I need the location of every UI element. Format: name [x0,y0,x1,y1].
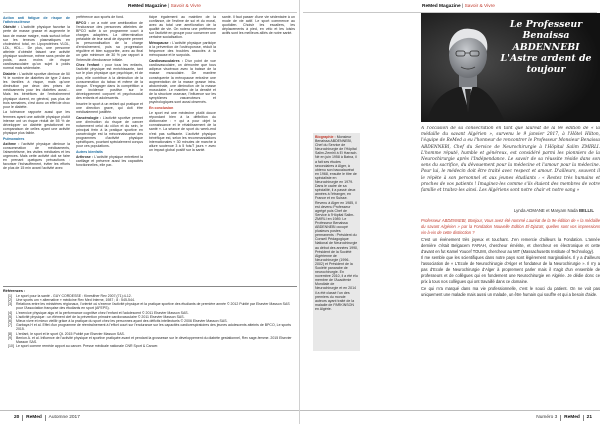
reference-item [3,302,297,310]
references-title: Références : [3,289,26,293]
reference-text: L'activité physique : un élément clef de la prévention primaire cardiovasculaire © 2011 Elsevier Masson SAS. [16,314,185,319]
paragraph-lead: Asthme : [3,141,20,146]
subheading: Pulmonaires [3,136,25,141]
paragraph-text: D'un point de vue cardiovasculaire, on démontre que tous adipeux viscéraux avec la baisse de la masse musculaire. De manière conséquente la ménopause entraîne une augmentation de la masse grasse intra-abdominale, une diminution de la masse musculaire. Le maintien de la densité et de la structure osseuse, l'influence sur les symptômes vasomoteurs et psychologiques sont aussi observés. [149,59,216,105]
interview-answer: Il me semble que les scientifiques dans notre pays sont légèrement marginalisés. Il y a d'ailleurs l'association de « L'Ecole de Neurochirurgie d'Alger et fondateur de la Neurochirurgie ». Il n'y a pas d'Ecole de Neurochirurgie d'Alger à proprement parler mais il s'agit d'un ensemble de professeurs et de collègues qui en fondement une Neurochirurgie en Algérie. Je dédie donc ce prix à tous nos collègues qui ont travaillé dans ce domaine. [421,255,600,285]
page-number: 21 [586,415,592,420]
paragraph-text: Inscrire le sport à un enfant qui pratique et une direction grave, qui doit être médicalement justifiée. [76,101,143,114]
paragraph [222,15,295,35]
paragraph-text: préférence aux sports de fond. [76,15,125,19]
reference-number: [1] [8,293,12,298]
paragraph [76,63,143,100]
article-intro: À l'occasion de sa consécration en tant que lauréat de la 9e édition de « la médaille du savant Algérien », survenu le 9 janvier 2017, à l'Hôtel Hilton, l'équipe de ReMed a eu l'honneur de rencontrer le Professeur Monsieur Benaissa ABDENNEBI, Chef du Service de Neurochirurgie à l'Hôpital Salim ZMIRLI. L'homme réputé, humble et généreux, est considéré parmi les pionniers de la Neurochirurgie après l'Indépendance. Le savoir de sa réussite réside dans son sens du sacrifice, du dévouement pour la médecine et l'amour pour la médecine. Pour lui, le médecin doit être traité avec respect et amour. D'ailleurs, souvent il le répète à son personnel et aux jeunes étudiants : « Restez très humains et proches de vos patients ! Imaginez-les comme s'ils étaient des membres de votre famille et traitez-les ainsi. Les Algériens sont notre chair et notre sang » [421,126,600,194]
left-running-head: ReMed Magazine | Savoir & Vivre [128,4,201,9]
subheading: En conclusion [149,105,174,110]
paragraph-lead: Ménopause : [149,41,171,46]
paragraph [149,59,216,104]
left-footer [0,410,300,424]
reference-number: [4] [8,310,12,315]
paragraph-text: ticipe également au maintien de la confiance, de l'estime de soi et du moral, avec au total une amélioration de la qualité de vie. On notera une préférence sur l'activité en groupe pour conserver une certaine socialisation. [149,15,216,40]
footer-issue: Numéro 3 [536,415,558,420]
biography-box [313,133,360,351]
paragraph [149,41,216,57]
biography-text: Monsieur Benaissa ABDENNEBI, Chef du Service de Neurochirurgie de l'Hôpital Salim-Zemirli à El Harrach. Né en juin 1958 à Batna, il a fait ses études secondaires à Alger, à obtenu son baccalauréat en 1968, ensuite le titre de spécialiste en Neurochirurgie en 1979. Dans le cadre de sa spécialité, il a passé deux années à l'étranger, en France et en Suisse. Revenu à Alger en 1985, il est devenu Professeur agrégé puis Chef de Service à l'Hôpital Salim-ZMIRLI en 1989. Le Professeur Benaissa ABDENNEBI occupé plusieurs postes permanents : Président du Conseil Pédagogique National de Neurochirurgie au début des années 1990, Président de la Société Algérienne de Neurochirurgie (1996-2002) et Président de la Société panarabe de neurochirurgie. En novembre 2010, il a été élu membre de l'Académie Mondiale de Neurochirurgie et en 2014 il a été classé l'un des premiers du monde auteurs ayant traité de la maladie de PARKINSON en Algérie. [315,135,358,311]
right-footer [300,410,600,424]
reference-item [3,323,297,331]
article-column-2 [76,15,143,284]
paragraph-text: on a noté une amélioration de l'endurance des personnes atteintes de BPCO suite à un programme court à charges adaptées. La détermination préalable de leur seuil de dyspnée permet la personnalisation de la charge d'entraînement, puis sa progression régulière et bien supportée, avec au final un gain minimum de 30 % par rapport à l'intensité d'endurance initiale. [76,20,143,62]
interview-answer: C'est un événement très joyeux et touchant. J'en remercie d'ailleurs la Fondation. L'année dernière c'était Belgacem FARAH, chercheur émérite, et chercheur en électronique et cette d'avant en fut Kamel Youcef TOUMI, chercheur au MIT (Massachusetts Institute of Technology). [421,236,600,254]
paragraph [149,111,216,152]
paragraph [3,110,70,135]
reference-text: Le sport pour la santé - GUY CORDESSE : Kinesither Rev 2007;(71):4-12. [16,293,132,298]
paragraph-text: L'activité physique participe à la prévention de l'ostéoporose, réduit la fréquence des troubles associés à la ménopause et le surpoids. [149,41,216,58]
magazine-brand: ReMed Magazine [128,4,167,9]
professor-photo [421,13,600,122]
reference-number: [10] [8,344,14,349]
subheading: Action anti fatigue de risque de l'athérosclérose [3,16,70,25]
paragraph-text: L'activité sportive diminue de 50 % le nombre de diabètes de type 2 dans les familles à risque, mais qu'une diminution par deux des prises de médicaments pour les diabètes aussi… Mais les bénéfices de l'entraînement physique durent, en général, pas plus de trois semaines, c'est donc un effet de choc pour le diabète. [3,72,70,109]
paragraph [149,15,216,40]
paragraph-text: La tolérance rapporte aussi que les femmes ayant une activité physique plutôt intense ont un risque réduit de 55 % de développer un diabète gestationnel en comparaison de celles ayant une activité physique plus faible. [3,110,70,135]
article-column-3 [149,15,216,284]
reference-item [3,336,297,344]
footer-brand: ReMed [26,415,42,420]
paragraph-text: pour tous les enfants, l'activité physique est enrichissante, tant sur le plan physique que psychique, et de plus, elle contribue à la diminution de la consommation du tabac et même de la drogue. S'engager dans la compétition a une incidence positive sur le développement corporel et psychosocial des enfants et adolescents. [76,63,143,100]
header-rule [3,12,297,13]
interview-answer: Ce qui m'a marqué dans ma vie professionnelle, c'est le souci du patient. On ne voit pas uniquement une maladie mais aussi un malade, un être humain qui souffre et qui a besoin d'aide. [421,285,600,297]
right-running-head: ReMed Magazine | Savoir & Vivre [422,4,495,9]
paragraph-text: Le sport est une médecine plutôt douce répondant bien à la définition du dictionnaire : « qui a pour objet la connaissance et le rétablissement de la santé ». La séance de sport du week-end n'est pas suffisante. L'activité physique bénéfique est, selon les recommandations internationales « 30 minutes de marche à allure soutenue 3 à 5 fois/7 jours » avec un impact global positif sur la santé. [149,111,216,152]
reference-number: [5] [8,314,12,319]
paragraph [76,21,143,62]
reference-text: Benion A. et al. Influence de l'activité physique et sportive pratiquée avant et pendant la grossesse sur le développement du diabète gestationnel, Rev sage-femme. 2015 Elsevier Masson SAS. [16,335,292,344]
paragraph-text: L'activité sportive permet une diminution du risque de cancer notamment celui du côlon et du sein, le principal frein à la pratique sportive en cancérologie est la méconnaissance des programmes d'activité physique spécifiques, pourtant spécialement conçus pour ces populations. [76,115,143,149]
reference-number: [8] [8,331,12,336]
paragraph-text: l'activité physique diminue la consommation de médicaments, l'absentéisme, les visites médicales et les urgences. Mais cette activité doit se faire en prenant quelques précautions : favoriser l'échauffement, éviter les efforts de plus de 15 min avant l'activité avec [3,141,70,171]
paragraph [76,116,143,149]
magazine-brand: ReMed Magazine [422,4,461,9]
interview-body [421,218,600,404]
reference-number: [6] [8,318,12,323]
reference-number: [3] [8,302,12,307]
paragraph [3,25,70,70]
interviewer-credit: Lynda ADMANE et Maryam Nada BELLIL [513,208,594,213]
section-name: Savoir & Vivre [170,4,201,9]
references-list [3,286,297,405]
reference-text: Une sports um « alternative » médicine Rev Med Interne, 1987 ; 8 : 545-544. [16,297,135,302]
subheading: Autres bienfaits [76,149,103,154]
paragraph-lead: Diabète : [3,72,19,76]
paragraph-text: santé. Il faut passer d'une vie sédentaire à un mode de vie actif. Le sport commence au quotidien. Choisir les escaliers, les déplacements à pied, en vélo et les loisirs actifs sont les meilleurs alliés de notre santé. [222,15,295,36]
paragraph [76,15,143,19]
reference-text: Relations entre les ministères régionaux, l'orienté où s'exerce l'activité physique et la pratique sportive des étudiants de première année © 2012 Publié par Elsevier Masson SAS pour l'Association française des étudiants en sport (AFEPS). [16,302,290,311]
paragraph-lead: Cancérologie : [76,115,102,120]
reference-text: Le sport comme remède apport au cancer. Presse médicale nationale CNR Sport & Cancer. [16,344,159,349]
reference-number: [7] [8,323,12,328]
paragraph-lead: BPCO : [76,20,90,25]
reference-number: [2] [8,297,12,302]
paragraph [76,155,143,167]
article-column-4 [222,15,295,284]
right-page [300,0,600,424]
interview-question: Professeur ABDENNEBI, Bonjour, Vous avez été nommé Lauréat de la 9e édition de « la médaille du savant Algérien » par la Fondation Nouvelle Edition El-Djazaïr, quelles sont vos impressions vis-à-vis de cette distinction ? [421,218,600,235]
paragraph [3,72,70,109]
article-title: Le Professeur Benaissa ABDENNEBI L'Astre ardent de toujour [500,19,592,76]
reference-text: Garbaya H et al. Effet d'un programme de réentraînement à l'effort court sur l'endurance sur les capacités cardiorespiratoires des jeunes adolescents atteints de BPCO, Le sports 2015. [16,323,292,332]
paragraph-lead: Obésité : [3,25,20,30]
footer-issue: Automne 2017 [48,415,80,420]
reference-item [3,344,297,348]
biography-title: Biographie : [315,135,336,139]
footer-brand: ReMed [564,415,580,420]
page-number: 20 [14,415,20,420]
paragraph [76,102,143,114]
reference-text: L'enfant, le sport et le sport Qt. 2015 Publié par Elsevier Masson SAS. [16,331,125,336]
paragraph-lead: Arthrose : [76,155,94,160]
reference-text: L'exercice physique aigu et la performance cognitive chez l'enfant et l'adolescent © 2011 Elsevier Masson SAS. [16,310,189,315]
article-column-1 [3,15,70,284]
reference-text: Mieux vivre et mieux vieillir grâce à la pratique du sport chez les personnes ayant des déficits intellectuels © 2006 Elsevier Masson SAS. [16,318,228,323]
paragraph [3,142,70,171]
paragraph-text: L'activité physique entretient la cartilage et préserve aussi les capacités fonctionnelles, elle par- [76,155,143,168]
section-name: Savoir & Vivre [464,4,495,9]
paragraph-text: L'activité physique favorise la perte de masse grasse et augmente le taux de masse maigre, mais surtout influe sur les teneurs plasmatiques en cholestérol total, en Lipoprotéines VLDL, LDL, HDL… De plus, une personne atteinte d'obésité faisant une activité physique soutenue, même sans perdre de poids, aura moins de risque cardiovasculaire qu'un sujet à poids normal mais sédentaire. [3,25,70,71]
paragraph-lead: Chez l'enfant : [76,63,103,68]
reference-number: [9] [8,335,12,340]
paragraph-lead: Cardiovasculaires : [149,59,183,64]
